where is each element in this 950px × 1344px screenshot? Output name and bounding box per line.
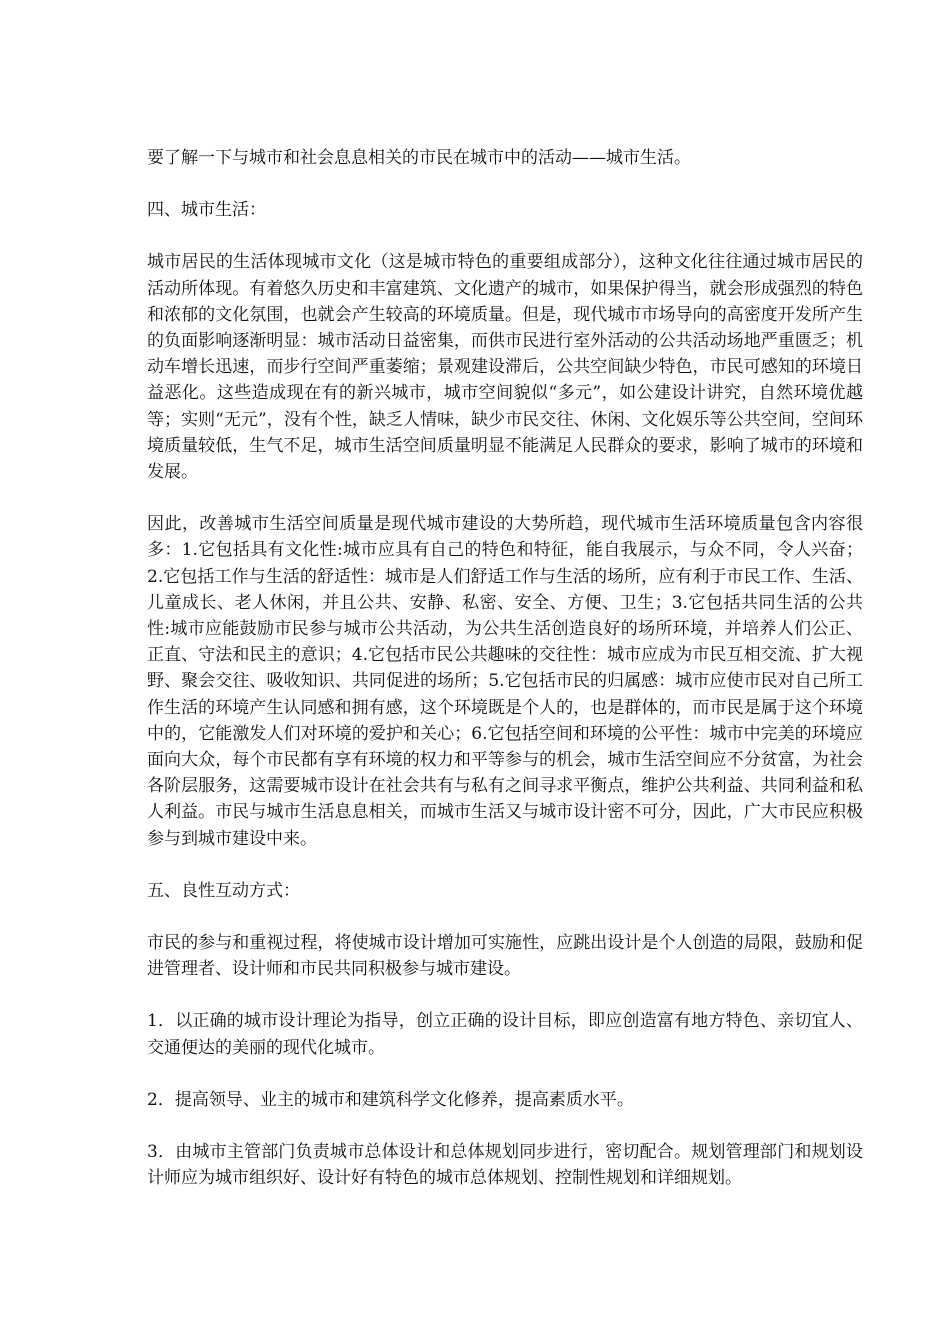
list-item-3: 3．由城市主管部门负责城市总体设计和总体规划同步进行，密切配合。规划管理部门和规划设计师应为城市组织好、设计好有特色的城市总体规划、控制性规划和详细规划。 [147,1142,863,1189]
list-item-1: 1．以正确的城市设计理论为指导，创立正确的设计目标，即应创造富有地方特色、亲切宜人、交通便达的美丽的现代化城市。 [147,1011,863,1058]
section-heading-interaction: 五、良性互动方式： [147,880,300,901]
paragraph-participation: 市民的参与和重视过程，将使城市设计增加可实施性，应跳出设计是个人创造的局限，鼓励和促进管理者、设计师和市民共同积极参与城市建设。 [147,933,863,980]
document-page [147,145,863,1192]
list-item-2: 2．提高领导、业主的城市和建筑科学文化修养，提高素质水平。 [147,1089,634,1110]
paragraph-intro: 要了解一下与城市和社会息息相关的市民在城市中的活动——城市生活。 [147,148,691,168]
paragraph-living-quality: 因此，改善城市生活空间质量是现代城市建设的大势所趋，现代城市生活环境质量包含内容很多：1.它包括具有文化性:城市应具有自己的特色和特征，能自我展示，与众不同，令人兴奋；2.它包括工作与生活的舒适性：城市是人们舒适工作与生活的场所，应有利于市民工作、生活、儿童成长、老人休闲，并且公共、安静、私密、安全、方便、卫生；3.它包括共同生活的公共性:城市应能鼓励市民参与城市公共活动，为公共生活创造良好的场所环境，并培养人们公正、正直、守法和民主的意识；4.它包括市民公共趣味的交往性：城市应成为市民互相交流、扩大视野、聚会交往、吸收知识、共同促进的场所；5.它包括市民的归属感：城市应使市民对自己所工作生活的环境产生认同感和拥有感，这个环境既是个人的，也是群体的，而市民是属于这个环境中的，它能激发人们对环境的爱护和关心；6.它包括空间和环境的公平性：城市中完美的环境应面向大众，每个市民都有享有环境的权力和平等参与的机会，城市生活空间应不分贫富，为社会各阶层服务，这需要城市设计在社会共有与私有之间寻求平衡点，维护公共利益、共同利益和私人利益。市民与城市生活息息相关，而城市生活又与城市设计密不可分，因此，广大市民应积极参与到城市建设中来。 [147,514,863,849]
paragraph-city-culture: 城市居民的生活体现城市文化（这是城市特色的重要组成部分），这种文化往往通过城市居民的活动所体现。有着悠久历史和丰富建筑、文化遗产的城市，如果保护得当，就会形成强烈的特色和浓郁的文化氛围，也就会产生较高的环境质量。但是，现代城市市场导向的高密度开发所产生的负面影响逐渐明显：城市活动日益密集，而供市民进行室外活动的公共活动场地严重匮乏；机动车增长迅速，而步行空间严重萎缩；景观建设滞后，公共空间缺少特色，市民可感知的环境日益恶化。这些造成现在有的新兴城市，城市空间貌似“多元”，如公建设计讲究，自然环境优越等；实则“无元”，没有个性，缺乏人情味，缺少市民交往、休闲、文化娱乐等公共空间，空间环境质量较低，生气不足，城市生活空间质量明显不能满足人民群众的要求，影响了城市的环境和发展。 [147,252,863,483]
section-heading-city-life: 四、城市生活： [147,200,266,221]
